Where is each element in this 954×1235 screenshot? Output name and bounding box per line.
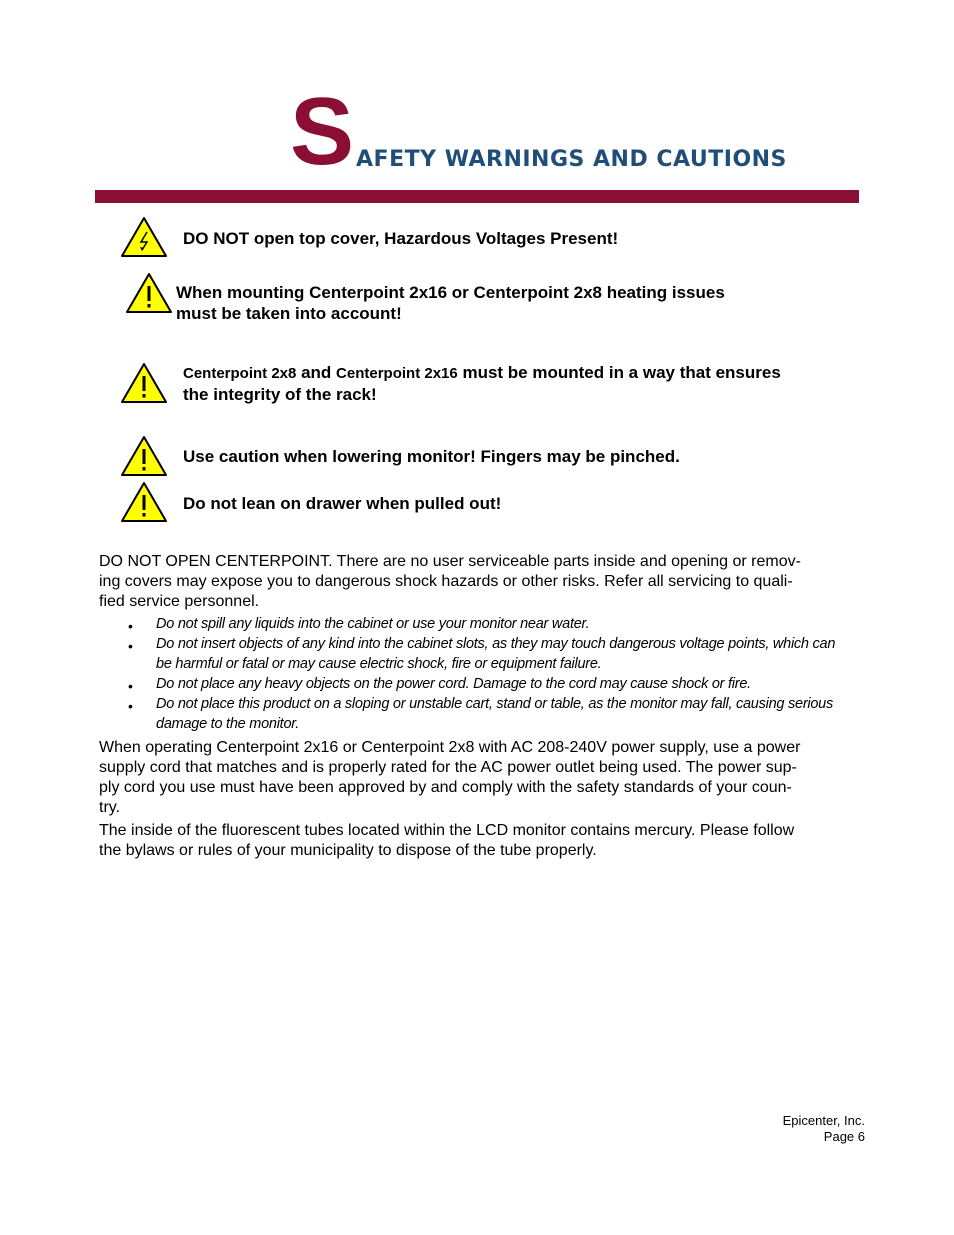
warning-heating-line-1: When mounting Centerpoint 2x16 or Centerpoint 2x8 heating issues [176,283,725,302]
list-item: • Do not place any heavy objects on the power cord. Damage to the cord may cause shock or fire. [128,676,751,694]
footer-company: Epicenter, Inc. [782,1113,865,1128]
safety-bullet-list [128,614,858,734]
bullet-icon: • [128,698,133,714]
warning-rack-integrity [183,362,781,405]
paragraph-power-supply: When operating Centerpoint 2x16 or Centerpoint 2x8 with AC 208-240V power supply, use a power supply cord that matches and is properly rated for the AC power outlet being used. The power sup- ply cord you use must have been approved by and comply with the safety standards of your coun- try. [99,739,801,816]
warning-rack-line-1: Centerpoint 2x8 and Centerpoint 2x16 must be mounted in a way that ensures [183,363,781,382]
list-item: • Do not spill any liquids into the cabinet or use your monitor near water. [128,616,590,634]
title-initial: S [290,78,355,185]
bullet-icon: • [128,638,133,654]
caution-icon [120,481,168,523]
page-title [290,78,787,185]
paragraph-mercury: The inside of the fluorescent tubes located within the LCD monitor contains mercury. Please follow the bylaws or rules of your municipality to dispose of the tube properly. [99,822,795,859]
paragraph-do-not-open: DO NOT OPEN CENTERPOINT. There are no user serviceable parts inside and opening or remov- ing covers may expose you to dangerous shock hazards or other risks. Refer all servicing to quali- fied service personnel. [99,553,801,610]
warning-heating-line-2: must be taken into account! [176,304,402,323]
warning-rack-line-2: the integrity of the rack! [183,385,377,404]
warning-heating-issues [176,282,725,324]
electric-hazard-icon [120,216,168,258]
title-text: AFETY WARNINGS AND CAUTIONS [356,147,787,172]
caution-icon [120,435,168,477]
bullet-icon: • [128,678,133,694]
warning-pinched-fingers: Use caution when lowering monitor! Fingers may be pinched. [183,447,680,466]
list-item: • Do not insert objects of any kind into the cabinet slots, as they may touch dangerous voltage points, which can be harmful or fatal or may cause electric shock, fire or equipment failure. [128,636,836,672]
list-item: • Do not place this product on a sloping or unstable cart, stand or table, as the monitor may fall, causing serious damage to the monitor. [128,696,833,732]
warning-drawer: Do not lean on drawer when pulled out! [183,494,502,513]
title-rule [95,190,859,203]
bullet-icon: • [128,618,133,634]
footer-page-number: Page 6 [823,1129,865,1144]
caution-icon [120,362,168,404]
caution-icon [125,272,173,314]
warning-hazardous-voltage: DO NOT open top cover, Hazardous Voltages Present! [183,229,619,248]
page-footer [783,1113,865,1145]
